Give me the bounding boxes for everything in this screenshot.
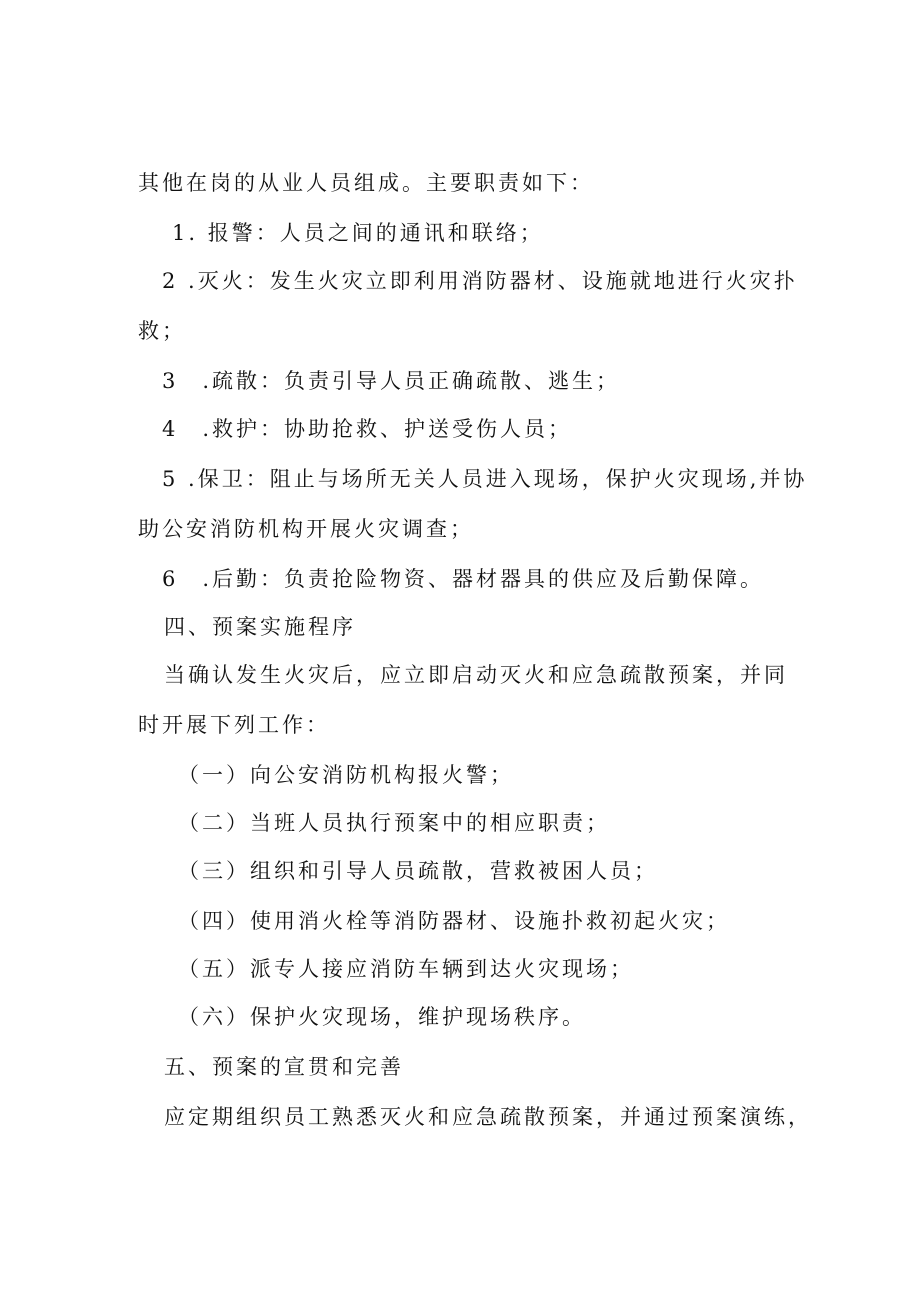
duty-item-2-continued: 救； <box>138 319 186 343</box>
procedure-item-2: （二）当班人员执行预案中的相应职责； <box>178 811 610 835</box>
procedure-item-6: （六）保护火灾现场，维护现场秩序。 <box>178 1005 586 1029</box>
duty-item-5: 5 .保卫：阻止与场所无关人员进入现场，保护火灾现场,并协 <box>162 467 808 491</box>
procedure-item-4: （四）使用消火栓等消防器材、设施扑救初起火灾； <box>178 909 730 933</box>
duty-item-1: 1. 报警：人员之间的通讯和联络； <box>172 221 544 245</box>
procedure-item-5: （五）派专人接应消防车辆到达火灾现场； <box>178 957 634 981</box>
procedure-item-3: （三）组织和引导人员疏散，营救被困人员； <box>178 859 658 883</box>
section-5-text: 应定期组织员工熟悉灭火和应急疏散预案，并通过预案演练， <box>164 1105 812 1129</box>
procedure-item-1: （一）向公安消防机构报火警； <box>178 763 514 787</box>
duty-item-6: 6 .后勤：负责抢险物资、器材器具的供应及后勤保障。 <box>162 567 765 591</box>
section-4-intro-line-1: 当确认发生火灾后，应立即启动灭火和应急疏散预案，并同 <box>164 663 788 687</box>
section-4-heading: 四、预案实施程序 <box>164 615 356 639</box>
section-4-intro-line-2: 时开展下列工作： <box>138 713 330 737</box>
intro-line: 其他在岗的从业人员组成。主要职责如下： <box>138 171 594 195</box>
duty-item-5-continued: 助公安消防机构开展火灾调查； <box>138 517 474 541</box>
duty-item-4: 4 .救护：协助抢救、护送受伤人员； <box>162 417 573 441</box>
section-5-heading: 五、预案的宣贯和完善 <box>164 1055 404 1079</box>
duty-item-2: 2 .灭火：发生火灾立即利用消防器材、设施就地进行火灾扑 <box>162 269 798 293</box>
duty-item-3: 3 .疏散：负责引导人员正确疏散、逃生； <box>162 369 621 393</box>
